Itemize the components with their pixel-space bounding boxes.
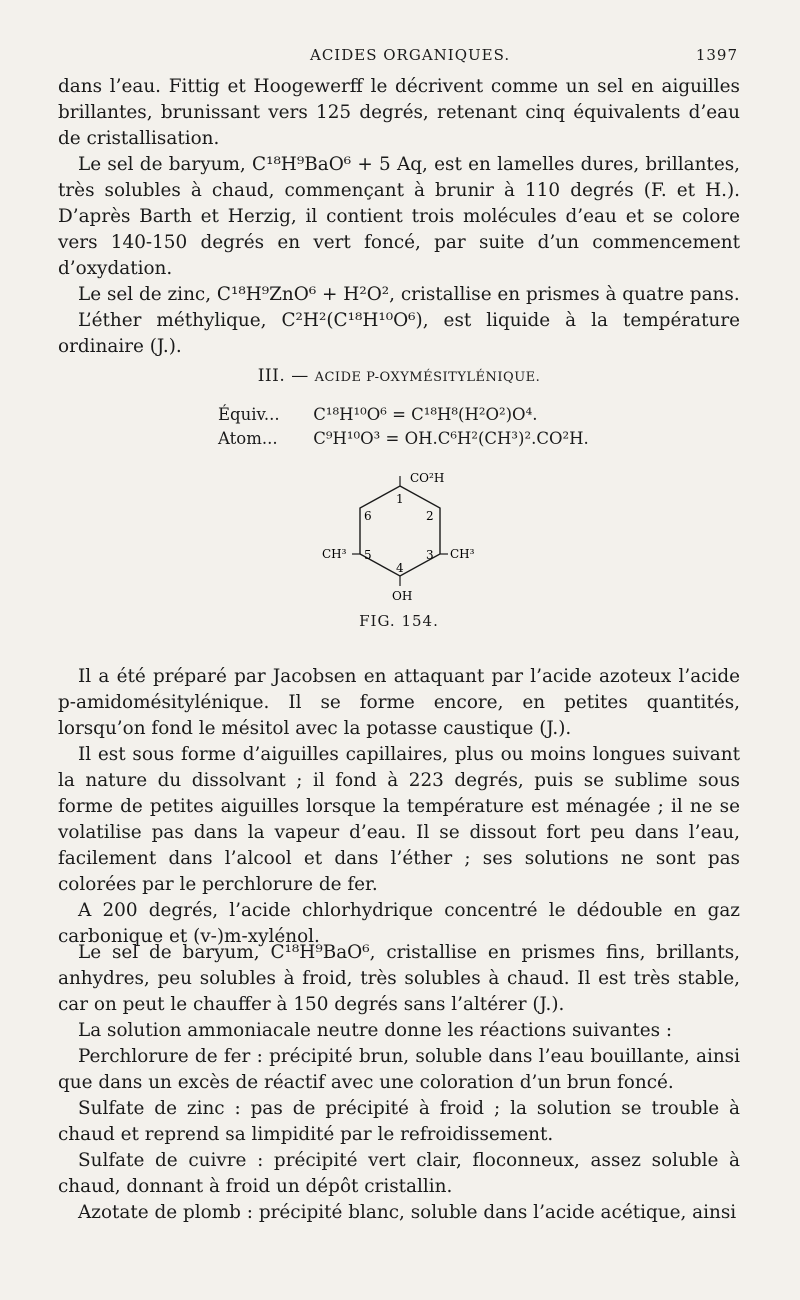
paragraph-continuation: dans l’eau. Fittig et Hoogewerff le décrivent comme un sel en aiguilles brillantes, brunissant vers 125 degrés, retenant cinq équivalents d’eau de cristallisation. bbox=[58, 76, 740, 149]
ring-number-1: 1 bbox=[396, 492, 404, 506]
formula-value: C¹⁸H¹⁰O⁶ = C¹⁸H⁸(H²O²)O⁴. bbox=[313, 405, 538, 424]
bottom-text-block bbox=[58, 940, 740, 1226]
formula-label: Atom... bbox=[218, 429, 278, 448]
top-text-block bbox=[58, 74, 740, 360]
formula-equiv bbox=[218, 404, 537, 426]
formula-label: Équiv... bbox=[218, 405, 280, 424]
paragraph-zinc-sulfate: Sulfate de zinc : pas de précipité à froid ; la solution se trouble à chaud et reprend sa limpidité par le refroidissement. bbox=[58, 1098, 740, 1145]
body-text-block bbox=[58, 664, 740, 950]
substituent-right: CH³ bbox=[450, 547, 475, 561]
section-number: III. bbox=[257, 366, 286, 386]
paragraph-preparation: Il a été préparé par Jacobsen en attaquant par l’acide azoteux l’acide p-amidomésitylénique. Il se forme encore, en petites quantités, lorsqu’on fond le mésitol avec la potasse caustique (J.). bbox=[58, 666, 740, 739]
page-header bbox=[58, 42, 740, 70]
section-heading bbox=[58, 366, 740, 386]
paragraph-reactions-intro: La solution ammoniacale neutre donne les réactions suivantes : bbox=[78, 1020, 673, 1041]
paragraph-ferric-chloride: Perchlorure de fer : précipité brun, soluble dans l’eau bouillante, ainsi que dans un excès de réactif avec une coloration d’un brun foncé. bbox=[58, 1046, 740, 1093]
ring-number-4: 4 bbox=[396, 561, 404, 575]
paragraph-copper-sulfate: Sulfate de cuivre : précipité vert clair, floconneux, assez soluble à chaud, donnant à froid un dépôt cristallin. bbox=[58, 1150, 740, 1197]
section-dash: — bbox=[291, 366, 309, 386]
formula-atom bbox=[218, 428, 589, 450]
formula-value: C⁹H¹⁰O³ = OH.C⁶H²(CH³)².CO²H. bbox=[313, 429, 589, 448]
substituent-top: CO²H bbox=[410, 471, 445, 485]
paragraph-barium-salt: Le sel de baryum, C¹⁸H⁹BaO⁶ + 5 Aq, est en lamelles dures, brillantes, très solubles à chaud, commençant à brunir à 110 degrés (F. et H.). D’après Barth et Herzig, il contient trois molécules d’eau et se colore vers 140-150 degrés en vert foncé, par suite d’un commencement d’oxydation. bbox=[58, 154, 740, 279]
paragraph-decomposition: A 200 degrés, l’acide chlorhydrique concentré le dédouble en gaz carbonique et (v-)m-xylénol. bbox=[58, 900, 740, 947]
figure-caption: FIG. 154. bbox=[359, 612, 439, 630]
running-title: ACIDES ORGANIQUES. bbox=[310, 46, 511, 64]
section-title: ACIDE P-OXYMÉSITYLÉNIQUE. bbox=[314, 370, 541, 385]
ring-number-2: 2 bbox=[426, 509, 434, 523]
paragraph-properties: Il est sous forme d’aiguilles capillaires, plus ou moins longues suivant la nature du dissolvant ; il fond à 223 degrés, puis se sublime sous forme de petites aiguilles lorsque la température est ménagée ; il ne se volatilise pas dans la vapeur d’eau. Il se dissout fort peu dans l’eau, facilement dans l’alcool et dans l’éther ; ses solutions ne sont pas colorées par le perchlorure de fer. bbox=[58, 744, 740, 895]
paragraph-lead-nitrate: Azotate de plomb : précipité blanc, soluble dans l’acide acétique, ainsi bbox=[78, 1202, 737, 1223]
paragraph-zinc-salt: Le sel de zinc, C¹⁸H⁹ZnO⁶ + H²O², cristallise en prismes à quatre pans. bbox=[78, 284, 740, 305]
ring-number-5: 5 bbox=[364, 548, 372, 562]
ring-number-3: 3 bbox=[426, 548, 434, 562]
benzene-ring-figure bbox=[300, 468, 500, 608]
substituent-bottom: OH bbox=[392, 589, 413, 603]
substituent-left: CH³ bbox=[322, 547, 347, 561]
paragraph-barium-salt-2: Le sel de baryum, C¹⁸H⁹BaO⁶, cristallise en prismes fins, brillants, anhydres, peu solubles à froid, très solubles à chaud. Il est très stable, car on peut le chauffer à 150 degrés sans l’altérer (J.). bbox=[58, 942, 740, 1015]
paragraph-methyl-ether: L’éther méthylique, C²H²(C¹⁸H¹⁰O⁶), est liquide à la température ordinaire (J.). bbox=[58, 310, 740, 357]
ring-number-6: 6 bbox=[364, 509, 372, 523]
page-number: 1397 bbox=[695, 46, 738, 64]
